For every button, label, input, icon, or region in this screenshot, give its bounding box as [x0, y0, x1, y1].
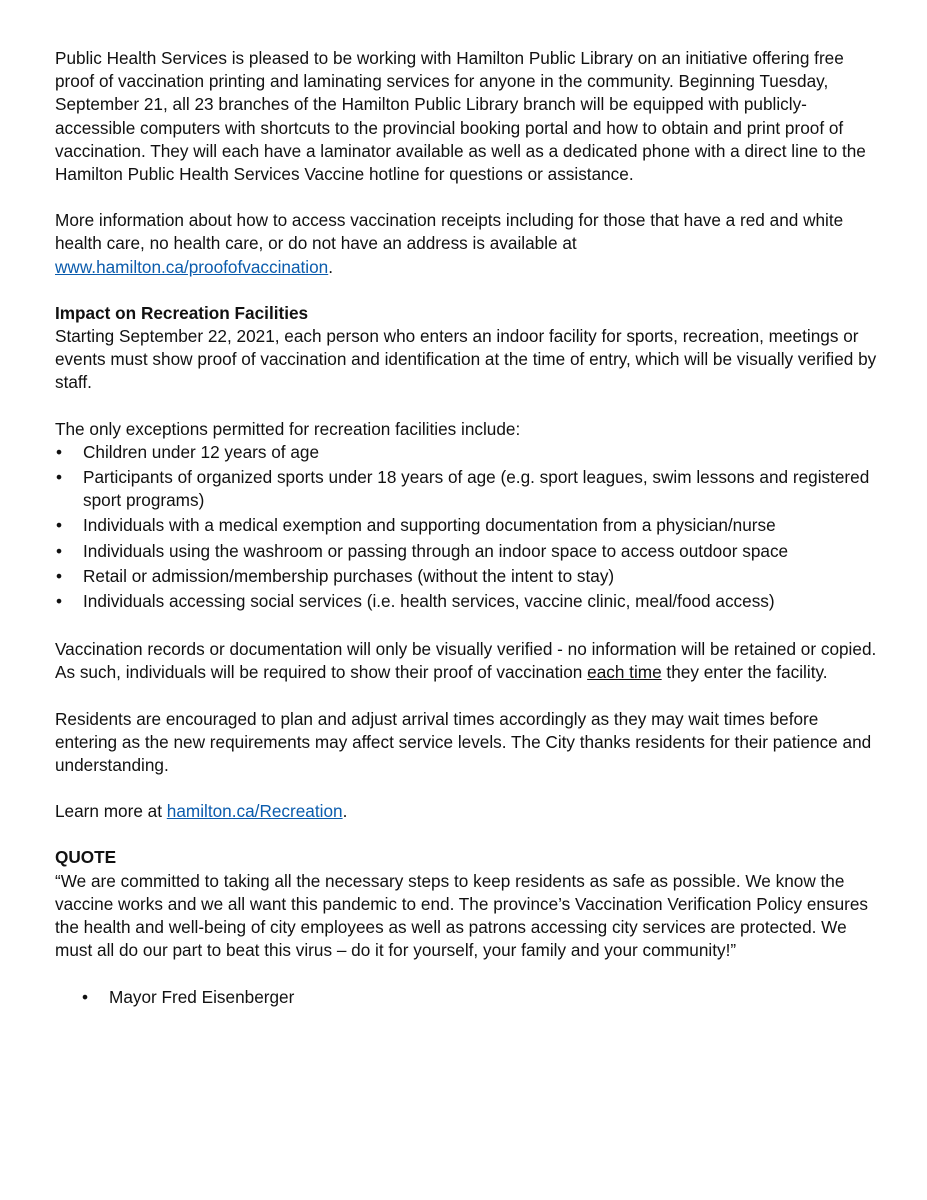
spacer — [55, 823, 885, 846]
exceptions-list — [55, 441, 885, 613]
list-item-text: Retail or admission/membership purchases (without the intent to stay) — [83, 565, 615, 586]
records-text: Vaccination records or documentation will only be visually verified - no information will be retained or copied. As such, individuals will be required to show their proof of vaccination — [55, 639, 877, 683]
bullet-icon: • — [56, 441, 63, 462]
quote-paragraph: “We are committed to taking all the necessary steps to keep residents as safe as possible. We know the vaccine works and we all want this pandemic to end. The province’s Vaccination Verification Policy ensures the health and well-being of city employees as well as patrons accessing city services are protected. We must all do our part to beat this virus – do it for yourself, your family and your community!” — [55, 870, 869, 961]
bullet-icon: • — [56, 591, 63, 612]
list-item-text: Individuals with a medical exemption and supporting documentation from a physician/nurse — [83, 515, 776, 536]
list-item-text: Individuals using the washroom or passing through an indoor space to access outdoor space — [83, 540, 789, 561]
more-info-paragraph — [55, 209, 885, 279]
more-info-period: . — [328, 256, 334, 277]
quote-heading: QUOTE — [55, 847, 117, 868]
records-text-end: they enter the facility. — [661, 662, 828, 683]
list-item — [55, 441, 885, 464]
quote-attribution: Mayor Fred Eisenberger — [109, 986, 295, 1007]
quote-attribution-list — [55, 986, 885, 1009]
list-item — [55, 540, 885, 563]
recreation-link[interactable]: hamilton.ca/Recreation — [166, 801, 343, 822]
bullet-icon: • — [56, 467, 63, 488]
spacer — [55, 777, 885, 800]
learn-more-text: Learn more at — [55, 801, 167, 822]
learn-more-paragraph — [55, 800, 885, 823]
residents-paragraph: Residents are encouraged to plan and adjust arrival times accordingly as they may wait times before entering as the new requirements may affect service levels. The City thanks residents for their patience and understanding. — [55, 708, 872, 776]
list-item — [55, 565, 885, 588]
records-paragraph — [55, 638, 885, 684]
recreation-paragraph: Starting September 22, 2021, each person who enters an indoor facility for sports, recreation, meetings or events must show proof of vaccination and identification at the time of entry, which will be visually verified by staff. — [55, 326, 877, 393]
spacer — [55, 186, 885, 209]
spacer — [55, 685, 885, 708]
records-emphasis: each time — [587, 662, 662, 683]
proof-of-vaccination-link[interactable]: www.hamilton.ca/proofofvaccination — [55, 256, 329, 277]
learn-more-period: . — [342, 801, 348, 822]
spacer — [55, 963, 885, 986]
list-item-text: Children under 12 years of age — [83, 441, 320, 462]
list-item-text: Individuals accessing social services (i.e. health services, vaccine clinic, meal/food access) — [83, 591, 775, 612]
recreation-heading: Impact on Recreation Facilities — [55, 302, 309, 323]
spacer — [55, 279, 885, 302]
more-info-text: More information about how to access vaccination receipts including for those that have a red and white health care, no health care, or do not have an address is available at — [55, 210, 844, 254]
list-item — [55, 986, 885, 1009]
list-item-text: Participants of organized sports under 18 years of age (e.g. sport leagues, swim lessons and registered sport programs) — [83, 467, 870, 511]
intro-paragraph: Public Health Services is pleased to be working with Hamilton Public Library on an initiative offering free proof of vaccination printing and laminating services for anyone in the community. Beginning Tuesday, September 21, all 23 branches of the Hamilton Public Library branch will be equipped with publicly-accessible computers with shortcuts to the provincial booking portal and how to obtain and print proof of vaccination. They will each have a laminator available as well as a dedicated phone with a direct line to the Hamilton Public Health Services Vaccine hotline for questions or assistance. — [55, 48, 866, 185]
spacer — [55, 615, 885, 638]
list-item — [55, 514, 885, 537]
bullet-icon: • — [56, 540, 63, 561]
bullet-icon: • — [56, 515, 63, 536]
exceptions-intro: The only exceptions permitted for recreation facilities include: — [55, 418, 521, 439]
bullet-icon: • — [56, 565, 63, 586]
bullet-icon: • — [82, 986, 89, 1007]
list-item — [55, 590, 885, 613]
list-item — [55, 466, 885, 512]
document-page — [55, 47, 885, 1009]
spacer — [55, 395, 885, 418]
